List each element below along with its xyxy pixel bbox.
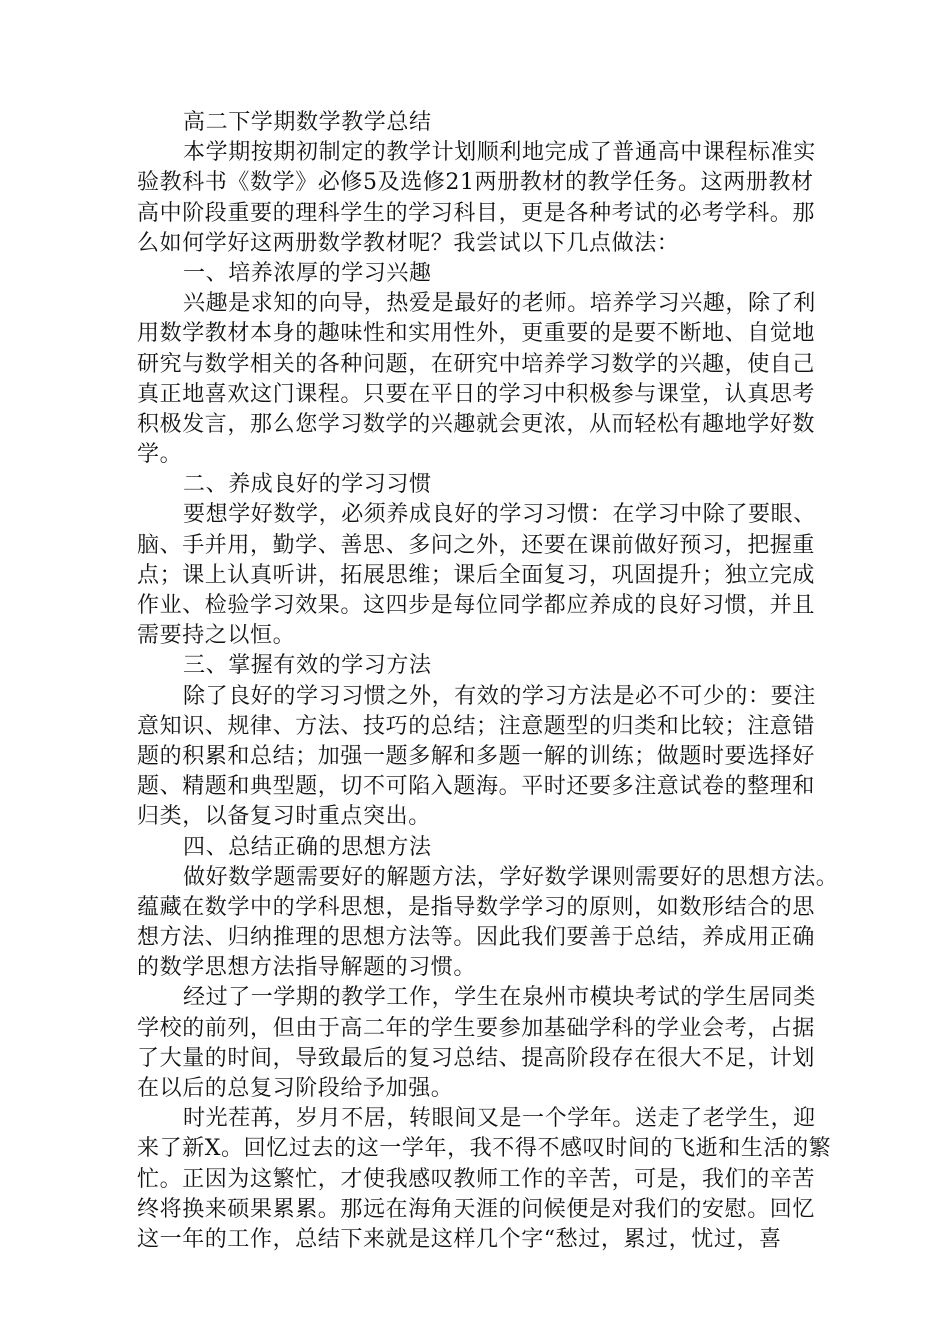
paragraph-line: 的数学思想方法指导解题的习惯。 [137, 955, 477, 981]
paragraph-line: 归类，以备复习时重点突出。 [137, 804, 431, 830]
paragraph-line: 本学期按期初制定的教学计划顺利地完成了普通高中课程标准实 [183, 140, 816, 166]
paragraph-line: 题的积累和总结；加强一题多解和多题一解的训练；做题时要选择好 [137, 743, 816, 769]
paragraph-line: 作业、检验学习效果。这四步是每位同学都应养成的良好习惯，并且 [137, 593, 816, 618]
paragraph-line: 学。 [137, 442, 183, 468]
paragraph-line: 验教科书《数学》必修5及选修21两册教材的教学任务。这两册教材 [137, 170, 814, 196]
paragraph-line: 经过了一学期的教学工作，学生在泉州市模块考试的学生居同类 [183, 985, 816, 1011]
paragraph-line: 高中阶段重要的理科学生的学习科目，更是各种考试的必考学科。那 [137, 200, 816, 226]
paragraph-line: 终将换来硕果累累。那远在海角天涯的问候便是对我们的安慰。回忆 [137, 1196, 816, 1222]
paragraph-line: 学校的前列，但由于高二年的学生要参加基础学科的学业会考，占据 [137, 1015, 816, 1041]
paragraph-line: 了大量的时间，导致最后的复习总结、提高阶段存在很大不足，计划 [137, 1045, 816, 1071]
paragraph-line: 意知识、规律、方法、技巧的总结；注意题型的归类和比较；注意错 [137, 713, 816, 739]
paragraph-line: 除了良好的学习习惯之外，有效的学习方法是必不可少的：要注 [183, 683, 816, 709]
document-title: 高二下学期数学教学总结 [183, 110, 432, 135]
document-body [137, 108, 837, 1255]
paragraph-line: 蕴藏在数学中的学科思想，是指导数学学习的原则，如数形结合的思 [137, 894, 816, 920]
paragraph-line: 题、精题和典型题，切不可陷入题海。平时还要多注意试卷的整理和 [137, 774, 816, 800]
paragraph-line: 需要持之以恒。 [137, 623, 296, 649]
paragraph-line: 来了新X。回忆过去的这一学年，我不得不感叹时间的飞逝和生活的繁 [137, 1136, 832, 1162]
paragraph-line: 兴趣是求知的向导，热爱是最好的老师。培养学习兴趣，除了利 [183, 291, 816, 317]
paragraph-line: 时光茬苒，岁月不居，转眼间又是一个学年。送走了老学生，迎 [183, 1106, 816, 1132]
paragraph-line: 想方法、归纳推理的思想方法等。因此我们要善于总结，养成用正确 [137, 925, 816, 951]
paragraph-line: 积极发言，那么您学习数学的兴趣就会更浓，从而轻松有趣地学好数 [137, 411, 816, 437]
paragraph-line: 用数学教材本身的趣味性和实用性外，更重要的是要不断地、自觉地 [137, 321, 816, 347]
paragraph-line: 么如何学好这两册数学教材呢？我尝试以下几点做法： [137, 230, 680, 256]
section-heading: 一、培养浓厚的学习兴趣 [183, 260, 432, 286]
paragraph-line: 真正地喜欢这门课程。只要在平日的学习中积极参与课堂，认真思考 [137, 381, 816, 407]
paragraph-line: 这一年的工作，总结下来就是这样几个字“愁过，累过，忧过，喜 [137, 1226, 782, 1252]
section-heading: 三、掌握有效的学习方法 [183, 653, 432, 679]
paragraph-line: 做好数学题需要好的解题方法，学好数学课则需要好的思想方法。 [183, 864, 839, 890]
paragraph-line: 点；课上认真听讲，拓展思维；课后全面复习，巩固提升；独立完成 [137, 562, 816, 588]
section-heading: 四、总结正确的思想方法 [183, 834, 432, 860]
paragraph-line: 忙。正因为这繁忙，才使我感叹教师工作的辛苦，可是，我们的辛苦 [137, 1166, 816, 1192]
section-heading: 二、养成良好的学习习惯 [183, 472, 432, 498]
paragraph-line: 脑、手并用，勤学、善思、多问之外，还要在课前做好预习，把握重 [137, 532, 816, 558]
paragraph-line: 在以后的总复习阶段给予加强。 [137, 1076, 454, 1101]
paragraph-line: 研究与数学相关的各种问题，在研究中培养学习数学的兴趣，使自己 [137, 351, 816, 377]
paragraph-line: 要想学好数学，必须养成良好的学习习惯：在学习中除了要眼、 [183, 502, 816, 528]
